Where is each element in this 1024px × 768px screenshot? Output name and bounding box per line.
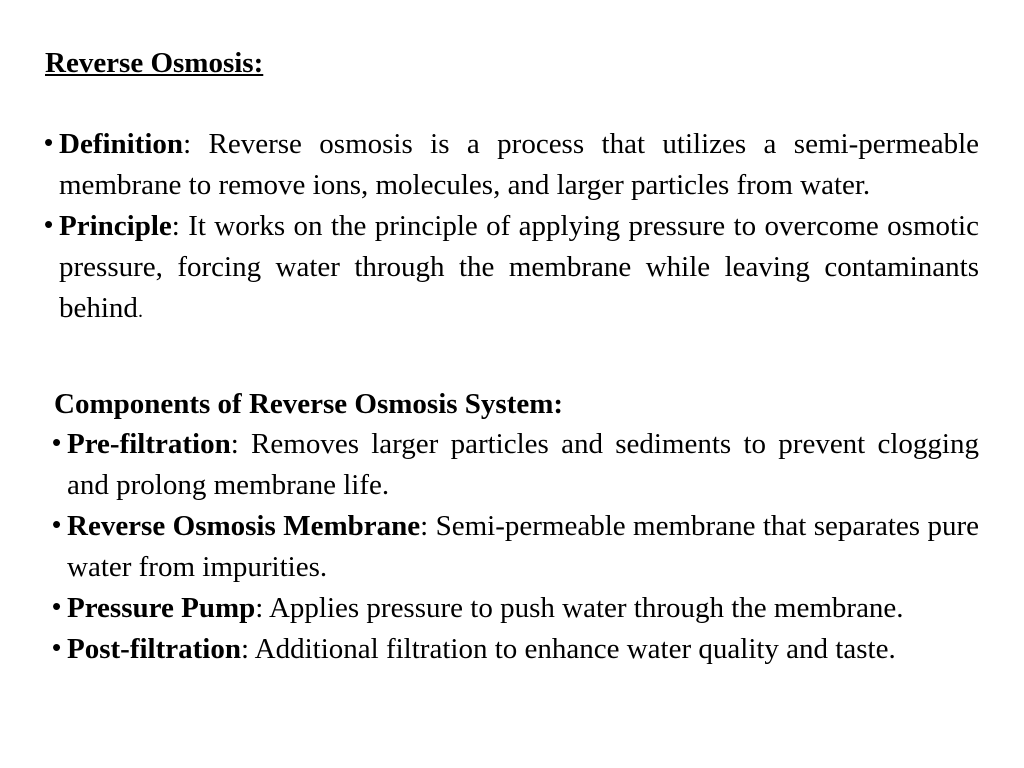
bullet-term: Pressure Pump xyxy=(67,592,256,624)
bullet-term: Pre-filtration xyxy=(67,428,231,460)
bullet-item-definition xyxy=(44,124,979,206)
bullet-dot: • xyxy=(44,209,54,239)
bullet-text-tail: . xyxy=(137,300,143,322)
bullet-term: Post-filtration xyxy=(67,633,241,665)
bullet-text: : Semi-permeable membrane that separates pure water from impurities. xyxy=(67,510,980,583)
slide-title: Reverse Osmosis: xyxy=(45,47,264,79)
bullet-dot: • xyxy=(44,127,54,157)
bullet-dot: • xyxy=(52,509,62,539)
components-bullet-list xyxy=(52,424,980,670)
bullet-item-pressure-pump xyxy=(52,588,979,629)
bullet-dot: • xyxy=(52,427,62,457)
bullet-text: : Reverse osmosis is a process that utilizes a semi-permeable membrane to remove ions, molecules, and larger particles from water. xyxy=(59,128,979,201)
components-heading: Components of Reverse Osmosis System: xyxy=(54,388,564,420)
bullet-text: : Additional filtration to enhance water quality and taste. xyxy=(240,633,896,665)
bullet-text: : Removes larger particles and sediments to prevent clogging and prolong membrane life. xyxy=(67,428,979,501)
bullet-text: : It works on the principle of applying pressure to overcome osmotic pressure, forcing water through the membrane while leaving contaminants behind xyxy=(59,210,979,324)
intro-bullet-list xyxy=(44,124,979,332)
bullet-dot: • xyxy=(52,632,62,662)
bullet-term: Principle xyxy=(59,210,172,242)
bullet-item-post-filtration xyxy=(52,629,979,670)
bullet-term: Reverse Osmosis Membrane xyxy=(67,510,421,542)
bullet-item-principle xyxy=(44,206,979,332)
bullet-text: : Applies pressure to push water through the membrane. xyxy=(255,592,904,624)
bullet-term: Definition xyxy=(59,128,184,160)
bullet-item-pre-filtration xyxy=(52,424,979,506)
bullet-dot: • xyxy=(52,591,62,621)
bullet-item-ro-membrane xyxy=(52,506,980,588)
